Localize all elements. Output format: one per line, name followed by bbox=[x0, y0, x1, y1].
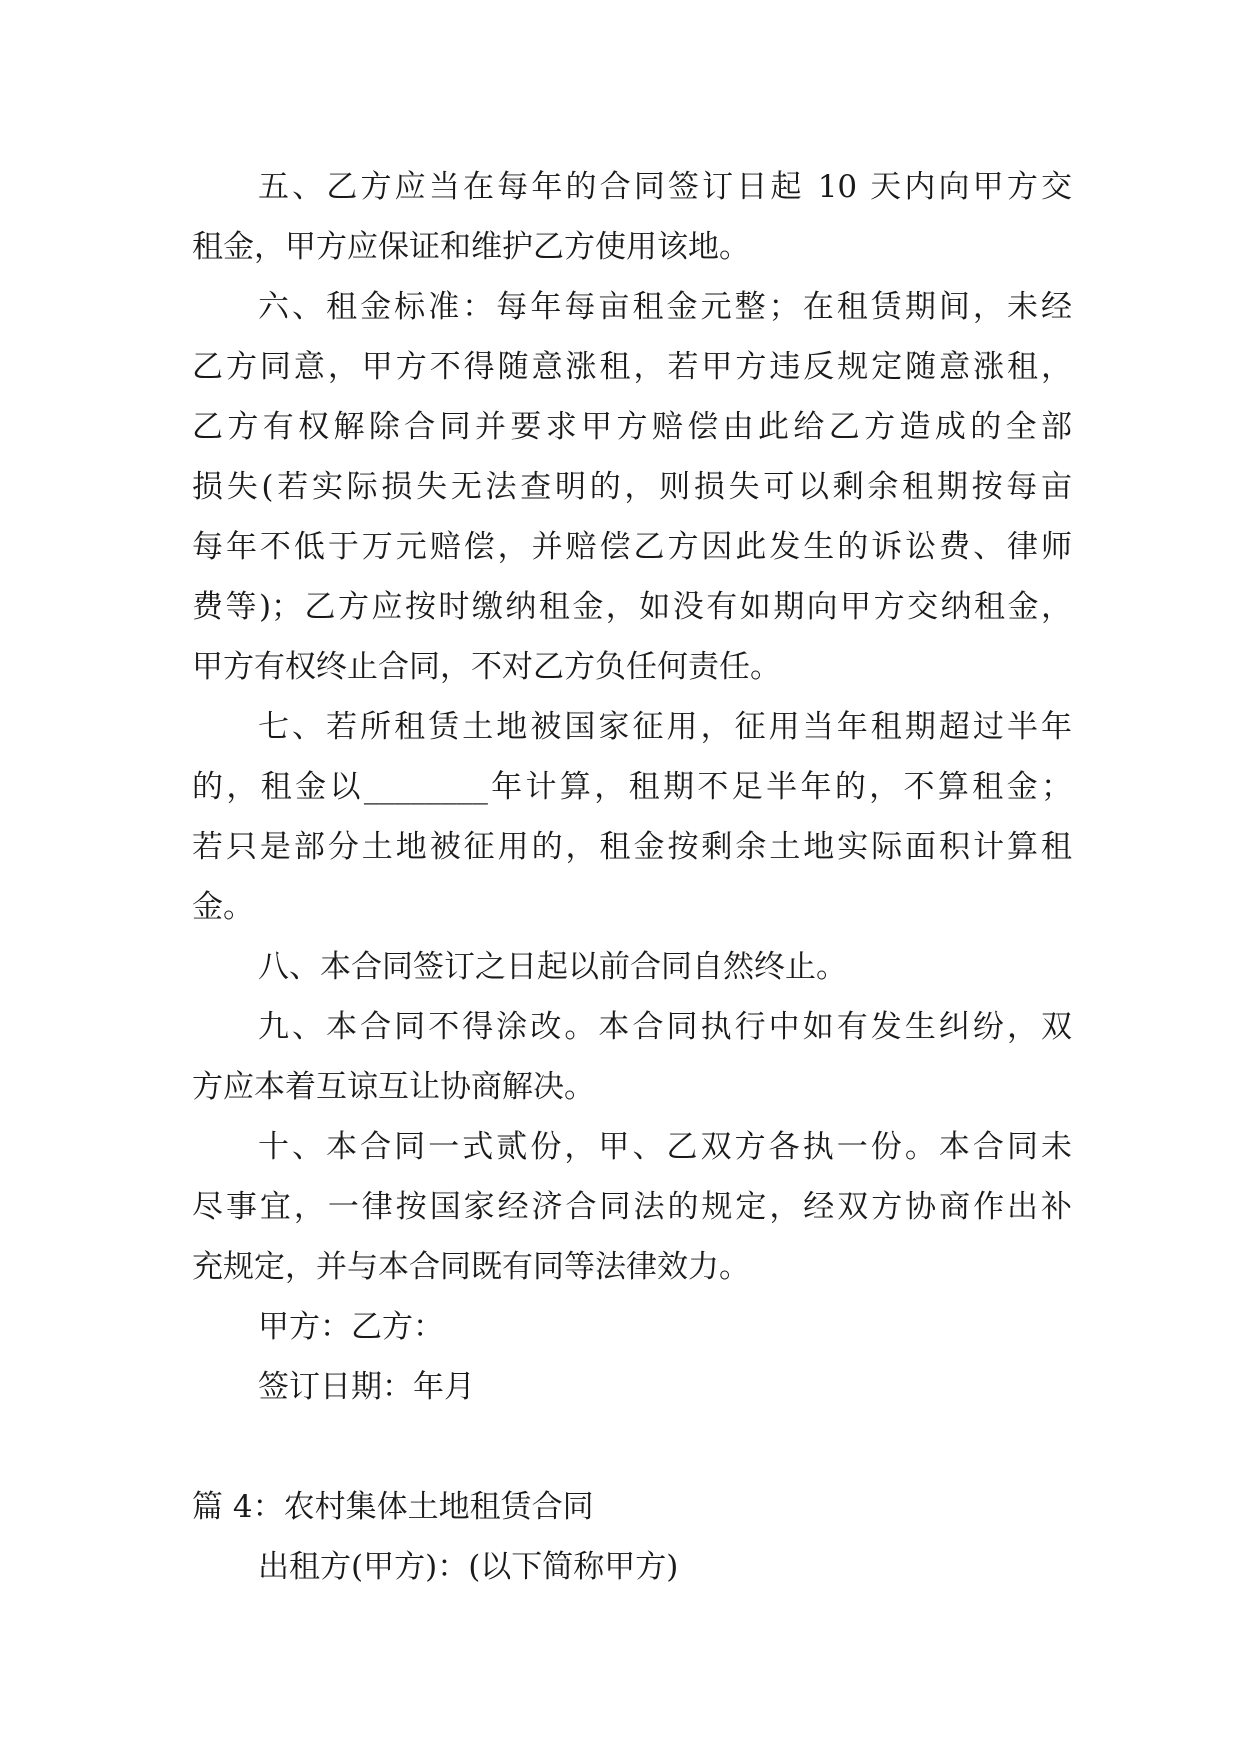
text-line: 十、本合同一式贰份，甲、乙双方各执一份。本合同未 bbox=[258, 1129, 1072, 1165]
party-signatures: 甲方：乙方： bbox=[258, 1309, 444, 1345]
text-line: 乙方有权解除合同并要求甲方赔偿由此给乙方造成的全部 bbox=[192, 409, 1072, 445]
text-line: 乙方同意，甲方不得随意涨租，若甲方违反规定随意涨租， bbox=[192, 349, 1072, 385]
text-line: 七、若所租赁土地被国家征用，征用当年租期超过半年 bbox=[258, 709, 1072, 745]
text-line: 每年不低于万元赔偿，并赔偿乙方因此发生的诉讼费、律师 bbox=[192, 529, 1072, 565]
text-line: 费等)；乙方应按时缴纳租金，如没有如期向甲方交纳租金， bbox=[192, 589, 1072, 625]
text-line: 甲方有权终止合同，不对乙方负任何责任。 bbox=[192, 649, 781, 685]
text-line: 五、乙方应当在每年的合同签订日起 10 天内向甲方交 bbox=[258, 169, 1072, 205]
text-line: 金。 bbox=[192, 889, 254, 925]
text-line: 损失(若实际损失无法查明的，则损失可以剩余租期按每亩 bbox=[192, 469, 1072, 505]
text-line: 八、本合同签订之日起以前合同自然终止。 bbox=[258, 949, 847, 985]
text-line: 充规定，并与本合同既有同等法律效力。 bbox=[192, 1249, 750, 1285]
text-line: 租金，甲方应保证和维护乙方使用该地。 bbox=[192, 229, 750, 265]
text-line: 若只是部分土地被征用的，租金按剩余土地实际面积计算租 bbox=[192, 829, 1072, 865]
text-line: 的，租金以________年计算，租期不足半年的，不算租金； bbox=[192, 769, 1072, 805]
signing-date: 签订日期：年月 bbox=[258, 1369, 475, 1405]
section-title: 篇 4：农村集体土地租赁合同 bbox=[192, 1489, 594, 1525]
text-line: 尽事宜，一律按国家经济合同法的规定，经双方协商作出补 bbox=[192, 1189, 1072, 1225]
text-line: 九、本合同不得涂改。本合同执行中如有发生纠纷，双 bbox=[258, 1009, 1072, 1045]
text-line: 方应本着互谅互让协商解决。 bbox=[192, 1069, 595, 1105]
text-line: 六、租金标准：每年每亩租金元整；在租赁期间，未经 bbox=[258, 289, 1072, 325]
lessor-line: 出租方(甲方)：(以下简称甲方) bbox=[258, 1549, 679, 1585]
